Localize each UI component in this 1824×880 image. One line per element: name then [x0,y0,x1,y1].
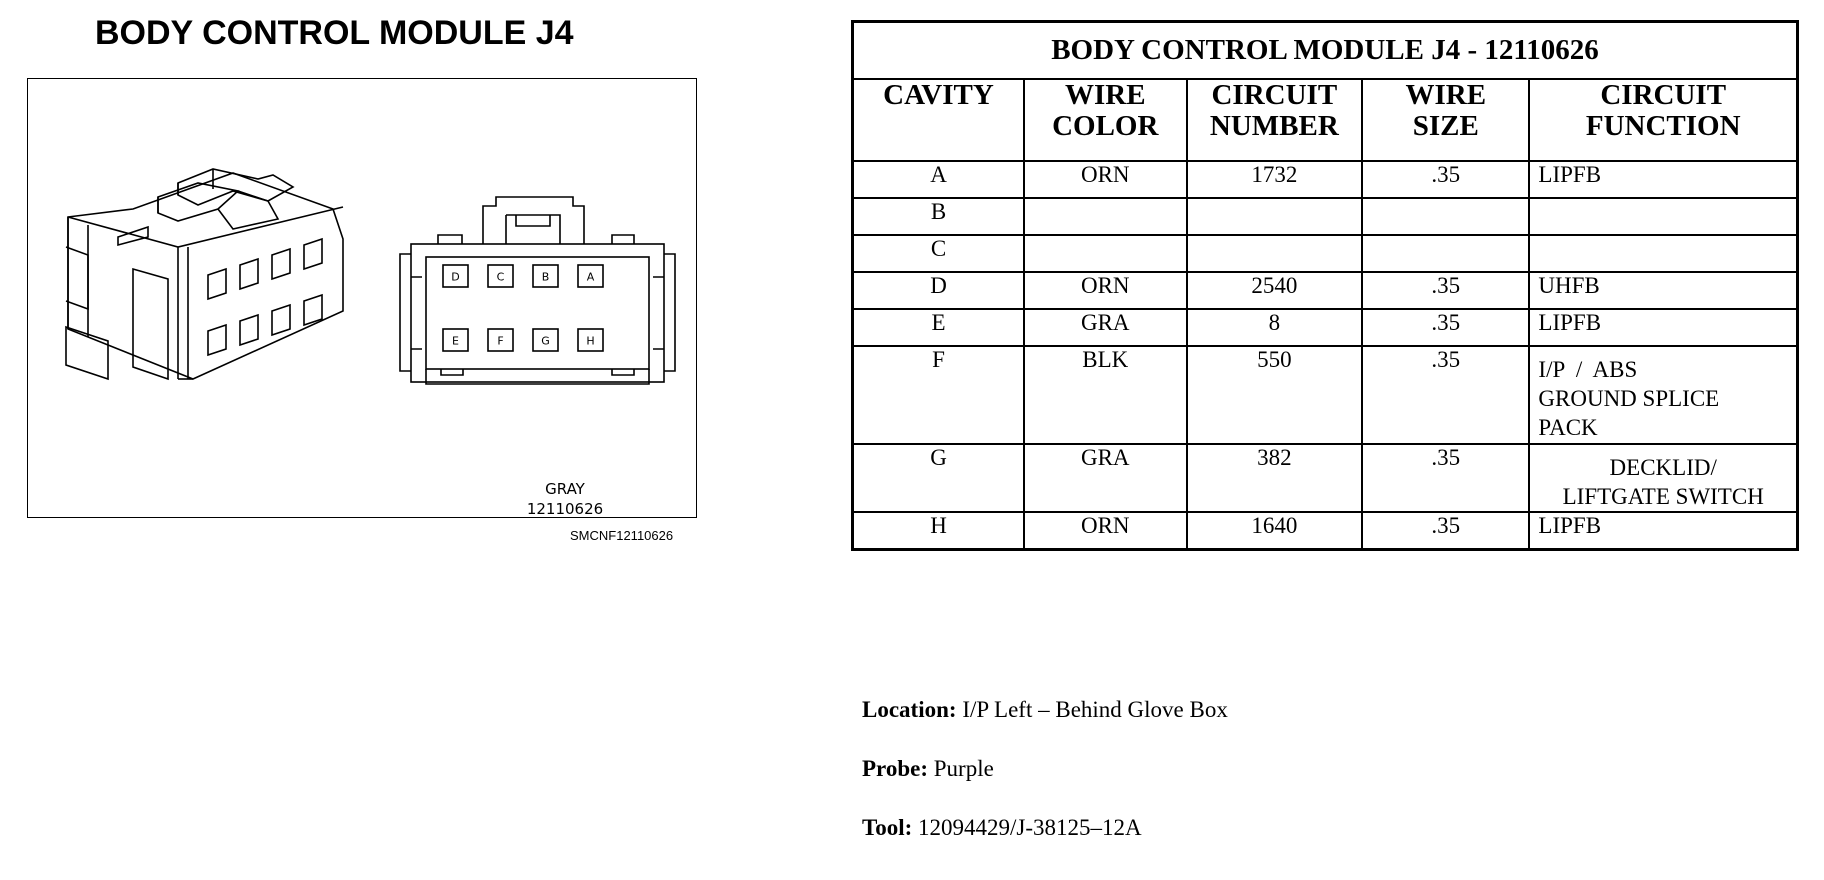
circuit-number-cell [1187,235,1363,272]
circuit-number-cell: 2540 [1187,272,1363,309]
wire-size-cell [1362,198,1529,235]
connector-latch-tab [66,327,108,379]
wire-size-cell: .35 [1362,309,1529,346]
pinout-table [851,20,1799,551]
cavity-label-e: E [452,334,459,348]
circuit-function-line: LIFTGATE SWITCH [1562,484,1764,509]
wire-size-cell: .35 [1362,272,1529,309]
header-wire-size: WIRE SIZE [1362,79,1529,161]
table-row [853,346,1798,444]
circuit-function-line: GROUND SPLICE [1538,386,1720,411]
wire-size-cell: .35 [1362,161,1529,198]
circuit-function-cell: LIPFB [1529,161,1797,198]
wire-color-cell: ORN [1024,161,1187,198]
cavity-cell: B [853,198,1025,235]
wire-size-cell: .35 [1362,512,1529,549]
circuit-function-cell [1529,235,1797,272]
wire-color-cell: GRA [1024,444,1187,512]
cavity-label-f: F [497,334,504,348]
wire-color-cell [1024,235,1187,272]
table-row [853,444,1798,512]
circuit-number-cell: 8 [1187,309,1363,346]
cavity-cell: C [853,235,1025,272]
wire-color-cell: ORN [1024,512,1187,549]
connector-illustration [28,79,698,519]
circuit-function-line: DECKLID/ [1609,455,1717,480]
cavity-label-c: C [496,270,505,284]
tool-value: 12094429/J-38125–12A [918,815,1142,840]
cavity-label-d: D [451,270,460,284]
circuit-number-cell: 1640 [1187,512,1363,549]
cavity-cell: F [853,346,1025,444]
header-circuit-function: CIRCUIT FUNCTION [1529,79,1797,161]
tool-info [862,815,1142,841]
location-value: I/P Left – Behind Glove Box [962,697,1228,722]
figure-code: SMCNF12110626 [570,528,674,543]
circuit-function-cell: LIPFB [1529,512,1797,549]
cavity-label-a: A [586,270,595,284]
probe-label: Probe: [862,756,929,781]
cavity-cell: G [853,444,1025,512]
connector-color-label: GRAY [545,480,585,498]
table-title: BODY CONTROL MODULE J4 - 12110626 [853,22,1798,80]
header-wire-color: WIRE COLOR [1024,79,1187,161]
table-row [853,161,1798,198]
connector-body-outline [68,173,343,379]
cavity-label-g: G [541,334,550,348]
wire-size-cell: .35 [1362,346,1529,444]
header-cavity: CAVITY [853,79,1025,161]
connector-figure [27,78,697,518]
circuit-number-cell: 550 [1187,346,1363,444]
header-circuit-number: CIRCUIT NUMBER [1187,79,1363,161]
table-row [853,309,1798,346]
wire-color-cell: GRA [1024,309,1187,346]
circuit-number-cell: 1732 [1187,161,1363,198]
circuit-function-cell: UHFB [1529,272,1797,309]
table-row [853,272,1798,309]
cavity-cell: H [853,512,1025,549]
table-row [853,512,1798,549]
circuit-function-cell: LIPFB [1529,309,1797,346]
wire-color-cell: BLK [1024,346,1187,444]
cavity-cell: D [853,272,1025,309]
cavity-cell: A [853,161,1025,198]
circuit-number-cell: 382 [1187,444,1363,512]
circuit-number-cell [1187,198,1363,235]
diagram-title: BODY CONTROL MODULE J4 [95,14,574,52]
probe-info [862,756,994,782]
circuit-function-line: PACK [1538,415,1598,440]
wire-size-cell [1362,235,1529,272]
tool-label: Tool: [862,815,913,840]
cavity-label-h: H [586,334,595,348]
probe-value: Purple [933,756,994,781]
circuit-function-cell [1529,444,1797,512]
cavity-label-b: B [541,270,550,284]
table-header-row [853,79,1798,161]
circuit-function-line: I/P / ABS [1538,357,1638,382]
cavity-cell: E [853,309,1025,346]
location-label: Location: [862,697,957,722]
wire-color-cell [1024,198,1187,235]
wire-size-cell: .35 [1362,444,1529,512]
circuit-function-cell [1529,346,1797,444]
table-row [853,198,1798,235]
location-info [862,697,1228,723]
connector-part-number: 12110626 [526,500,604,518]
circuit-function-cell [1529,198,1797,235]
wire-color-cell: ORN [1024,272,1187,309]
table-row [853,235,1798,272]
